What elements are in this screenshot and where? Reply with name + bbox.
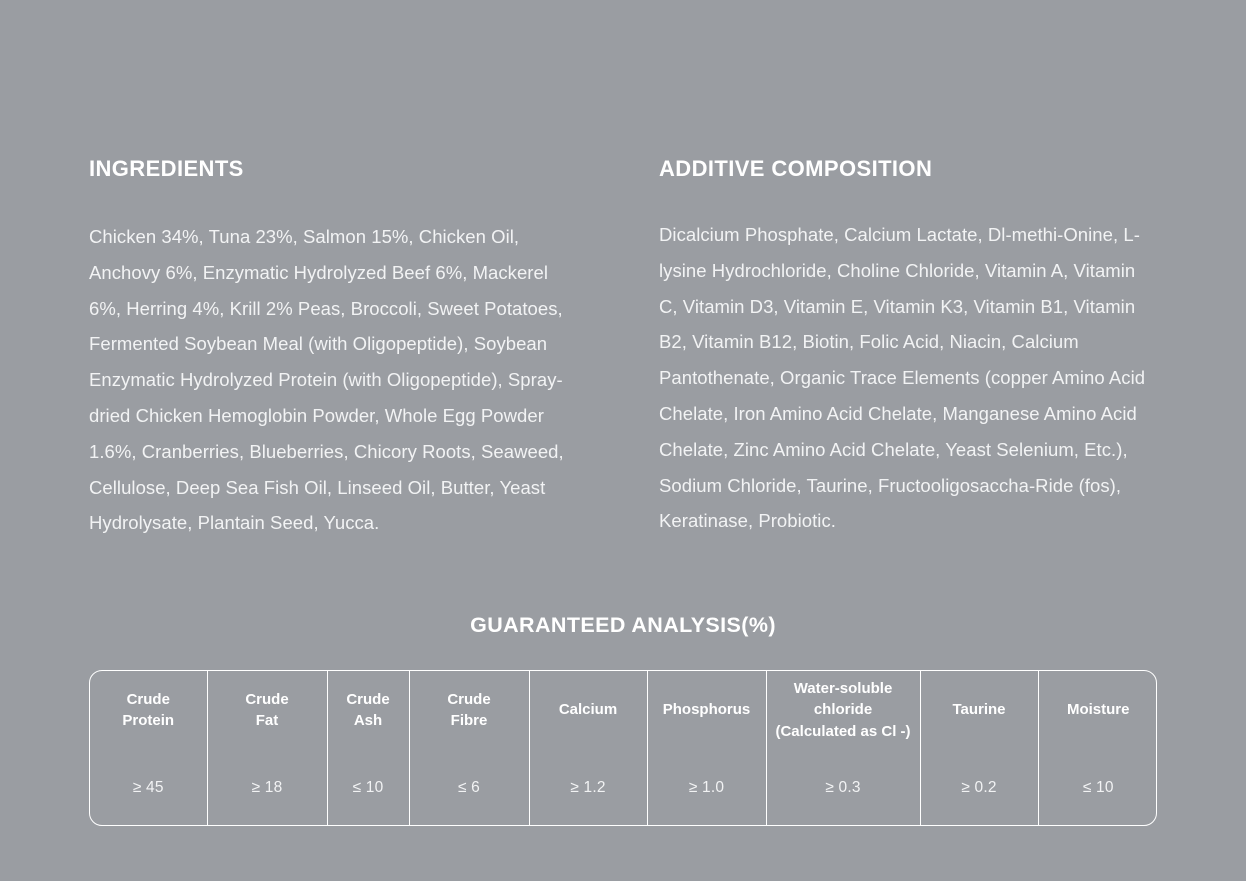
text-columns bbox=[89, 155, 1157, 541]
table-row bbox=[90, 749, 1157, 826]
table-value-cell: ≤ 10 bbox=[1082, 779, 1114, 796]
table-value-cell: ≥ 1.0 bbox=[647, 749, 766, 826]
ingredients-section bbox=[89, 155, 571, 541]
table-value-cell: ≤ 10 bbox=[327, 749, 409, 826]
table-header-cell: Crude Ash bbox=[327, 671, 409, 749]
table-header-cell: Crude Fat bbox=[207, 671, 327, 749]
ingredients-heading: INGREDIENTS bbox=[89, 156, 244, 181]
table-header-cell: Moisture bbox=[1066, 701, 1130, 719]
additive-composition-section bbox=[659, 155, 1157, 541]
additive-composition-body: Dicalcium Phosphate, Calcium Lactate, Dl-methi-Onine, L-lysine Hydrochloride, Choline Chloride, Vitamin A, Vitamin C, Vitamin D3, Vitamin E, Vitamin K3, Vitamin B1, Vitamin B2, Vitamin B12, Biotin, Folic Acid, Niacin, Calcium Pantothenate, Organic Trace Elements (copper Amino Acid Chelate, Iron Amino Acid Chelate, Manganese Amino Acid Chelate, Zinc Amino Acid Chelate, Yeast Selenium, Etc.), Sodium Chloride, Taurine, Fructooligosaccha-Ride (fos), Keratinase, Probiotic. bbox=[659, 224, 1146, 532]
additive-composition-heading: ADDITIVE COMPOSITION bbox=[659, 156, 933, 181]
table-header-row bbox=[90, 671, 1157, 749]
table-header-cell: Crude Fibre bbox=[409, 671, 529, 749]
guaranteed-analysis-table bbox=[90, 671, 1157, 826]
table-header-cell: Water-soluble chloride (Calculated as Cl -) bbox=[766, 671, 920, 749]
table-value-cell: ≥ 45 bbox=[90, 749, 207, 826]
table-header-cell: Taurine bbox=[920, 671, 1038, 749]
ingredients-body: Chicken 34%, Tuna 23%, Salmon 15%, Chicken Oil, Anchovy 6%, Enzymatic Hydrolyzed Beef 6%, Mackerel 6%, Herring 4%, Krill 2% Peas, Broccoli, Sweet Potatoes, Fermented Soybean Meal (with Oligopeptide), Soybean Enzymatic Hydrolyzed Protein (with Oligopeptide), Spray-dried Chicken Hemoglobin Powder, Whole Egg Powder 1.6%, Cranberries, Blueberries, Chicory Roots, Seaweed, Cellulose, Deep Sea Fish Oil, Linseed Oil, Butter, Yeast Hydrolysate, Plantain Seed, Yucca. bbox=[89, 226, 564, 534]
table-value-cell: ≥ 0.2 bbox=[920, 749, 1038, 826]
table-header-cell: Crude Protein bbox=[90, 671, 207, 749]
table-header-cell: Calcium bbox=[529, 671, 647, 749]
table-value-cell: ≥ 18 bbox=[207, 749, 327, 826]
table-header-cell: Phosphorus bbox=[647, 671, 766, 749]
table-value-cell: ≤ 6 bbox=[409, 749, 529, 826]
guaranteed-analysis-table-wrapper bbox=[89, 670, 1157, 826]
guaranteed-analysis-heading: GUARANTEED ANALYSIS(%) bbox=[470, 613, 776, 637]
table-value-cell: ≥ 1.2 bbox=[529, 749, 647, 826]
table-value-cell: ≥ 0.3 bbox=[766, 749, 920, 826]
